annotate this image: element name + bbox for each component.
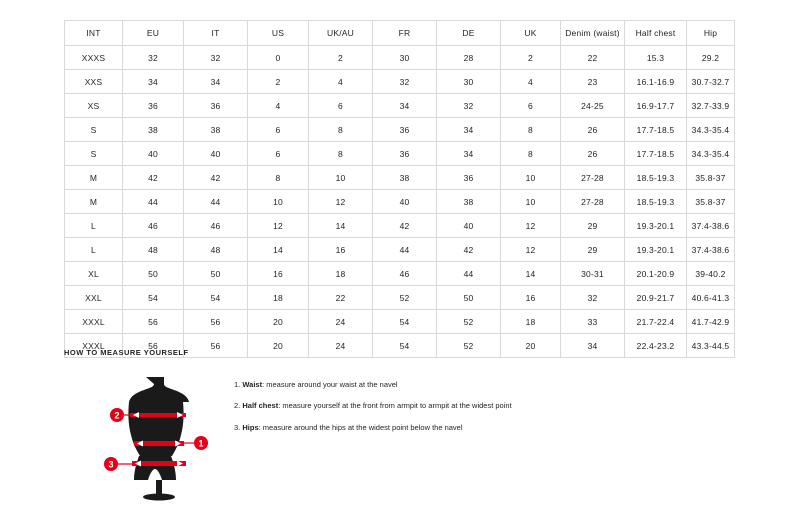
column-header-int: INT xyxy=(65,21,123,46)
cell-eu: 40 xyxy=(123,142,184,166)
cell-uk: 4 xyxy=(501,70,561,94)
cell-denim-waist: 24-25 xyxy=(561,94,625,118)
table-row xyxy=(65,118,735,142)
cell-uk-au: 22 xyxy=(309,286,373,310)
cell-it: 36 xyxy=(184,94,248,118)
hips-measure-line xyxy=(132,461,186,467)
instruction-number: 2. xyxy=(234,401,241,411)
cell-it: 42 xyxy=(184,166,248,190)
svg-text:2: 2 xyxy=(114,410,120,421)
cell-it: 32 xyxy=(184,46,248,70)
cell-uk: 6 xyxy=(501,94,561,118)
cell-us: 6 xyxy=(248,118,309,142)
instruction-term: Half chest xyxy=(242,401,279,411)
cell-de: 30 xyxy=(437,70,501,94)
cell-eu: 54 xyxy=(123,286,184,310)
cell-it: 46 xyxy=(184,214,248,238)
cell-fr: 36 xyxy=(373,142,437,166)
cell-uk-au: 8 xyxy=(309,142,373,166)
cell-denim-waist: 29 xyxy=(561,214,625,238)
table-row xyxy=(65,214,735,238)
cell-uk: 14 xyxy=(501,262,561,286)
cell-denim-waist: 27-28 xyxy=(561,166,625,190)
cell-fr: 52 xyxy=(373,286,437,310)
instruction-number: 1. xyxy=(234,380,241,389)
cell-half-chest: 18.5-19.3 xyxy=(625,166,687,190)
cell-denim-waist: 26 xyxy=(561,118,625,142)
column-header-de: DE xyxy=(437,21,501,46)
cell-half-chest: 21.7-22.4 xyxy=(625,310,687,334)
cell-it: 50 xyxy=(184,262,248,286)
instruction-text: : measure around your waist at the navel xyxy=(262,380,398,389)
cell-us: 6 xyxy=(248,142,309,166)
cell-hip: 39-40.2 xyxy=(687,262,735,286)
column-header-it: IT xyxy=(184,21,248,46)
cell-uk: 12 xyxy=(501,214,561,238)
cell-hip: 35.8-37 xyxy=(687,166,735,190)
cell-fr: 42 xyxy=(373,214,437,238)
instruction-term: Waist xyxy=(242,380,263,389)
cell-fr: 38 xyxy=(373,166,437,190)
mannequin-diagram-icon xyxy=(84,373,234,503)
cell-denim-waist: 23 xyxy=(561,70,625,94)
cell-half-chest: 15.3 xyxy=(625,46,687,70)
cell-de: 44 xyxy=(437,262,501,286)
cell-denim-waist: 32 xyxy=(561,286,625,310)
table-row xyxy=(65,46,735,70)
cell-half-chest: 20.1-20.9 xyxy=(625,262,687,286)
cell-fr: 54 xyxy=(373,310,437,334)
cell-it: 54 xyxy=(184,286,248,310)
cell-us: 10 xyxy=(248,190,309,214)
cell-uk-au: 18 xyxy=(309,262,373,286)
cell-denim-waist: 33 xyxy=(561,310,625,334)
cell-uk: 2 xyxy=(501,46,561,70)
cell-half-chest: 16.9-17.7 xyxy=(625,94,687,118)
cell-uk: 16 xyxy=(501,286,561,310)
cell-de: 52 xyxy=(437,310,501,334)
cell-uk-au: 8 xyxy=(309,118,373,142)
waist-measure-line xyxy=(134,441,184,447)
column-header-fr: FR xyxy=(373,21,437,46)
cell-eu: 38 xyxy=(123,118,184,142)
cell-hip: 34.3-35.4 xyxy=(687,142,735,166)
cell-denim-waist: 29 xyxy=(561,238,625,262)
cell-eu: 36 xyxy=(123,94,184,118)
cell-hip: 40.6-41.3 xyxy=(687,286,735,310)
cell-de: 32 xyxy=(437,94,501,118)
cell-uk-au: 4 xyxy=(309,70,373,94)
size-chart-table xyxy=(64,20,735,358)
instruction-number: 3. xyxy=(234,422,241,432)
cell-uk-au: 24 xyxy=(309,334,373,358)
cell-int: XXXL xyxy=(65,334,123,358)
cell-fr: 36 xyxy=(373,118,437,142)
cell-uk-au: 24 xyxy=(309,310,373,334)
cell-hip: 34.3-35.4 xyxy=(687,118,735,142)
cell-int: XXS xyxy=(65,70,123,94)
cell-int: M xyxy=(65,166,123,190)
cell-denim-waist: 27-28 xyxy=(561,190,625,214)
cell-denim-waist: 30-31 xyxy=(561,262,625,286)
table-header-row xyxy=(65,21,735,46)
cell-half-chest: 17.7-18.5 xyxy=(625,118,687,142)
table-row xyxy=(65,70,735,94)
cell-half-chest: 16.1-16.9 xyxy=(625,70,687,94)
svg-text:3: 3 xyxy=(108,459,114,470)
cell-int: M xyxy=(65,190,123,214)
cell-int: XS xyxy=(65,94,123,118)
cell-uk-au: 12 xyxy=(309,190,373,214)
table-row xyxy=(65,142,735,166)
cell-fr: 30 xyxy=(373,46,437,70)
cell-de: 52 xyxy=(437,334,501,358)
cell-uk: 8 xyxy=(501,118,561,142)
cell-int: XXXL xyxy=(65,310,123,334)
cell-eu: 56 xyxy=(123,310,184,334)
cell-us: 8 xyxy=(248,166,309,190)
cell-int: L xyxy=(65,214,123,238)
cell-uk: 20 xyxy=(501,334,561,358)
cell-uk-au: 16 xyxy=(309,238,373,262)
column-header-denim-waist: Denim (waist) xyxy=(561,21,625,46)
cell-uk: 18 xyxy=(501,310,561,334)
cell-it: 56 xyxy=(184,310,248,334)
instruction-item-half-chest xyxy=(234,400,734,411)
cell-half-chest: 19.3-20.1 xyxy=(625,238,687,262)
size-chart-container xyxy=(64,20,734,358)
cell-uk-au: 14 xyxy=(309,214,373,238)
cell-eu: 50 xyxy=(123,262,184,286)
cell-uk: 8 xyxy=(501,142,561,166)
cell-fr: 54 xyxy=(373,334,437,358)
column-header-half-chest: Half chest xyxy=(625,21,687,46)
cell-denim-waist: 22 xyxy=(561,46,625,70)
cell-hip: 43.3-44.5 xyxy=(687,334,735,358)
cell-us: 12 xyxy=(248,214,309,238)
cell-de: 42 xyxy=(437,238,501,262)
cell-eu: 44 xyxy=(123,190,184,214)
cell-int: XL xyxy=(65,262,123,286)
measurement-instructions xyxy=(234,379,734,443)
cell-half-chest: 18.5-19.3 xyxy=(625,190,687,214)
cell-us: 14 xyxy=(248,238,309,262)
cell-denim-waist: 26 xyxy=(561,142,625,166)
cell-int: S xyxy=(65,118,123,142)
marker-1-badge xyxy=(194,436,208,450)
cell-hip: 32.7-33.9 xyxy=(687,94,735,118)
table-row xyxy=(65,310,735,334)
cell-hip: 37.4-38.6 xyxy=(687,214,735,238)
cell-hip: 37.4-38.6 xyxy=(687,238,735,262)
cell-half-chest: 20.9-21.7 xyxy=(625,286,687,310)
cell-half-chest: 22.4-23.2 xyxy=(625,334,687,358)
how-to-measure-section xyxy=(64,348,744,470)
cell-uk: 10 xyxy=(501,166,561,190)
measurement-figure xyxy=(84,373,234,503)
cell-int: L xyxy=(65,238,123,262)
cell-de: 34 xyxy=(437,142,501,166)
cell-fr: 32 xyxy=(373,70,437,94)
table-row xyxy=(65,166,735,190)
cell-hip: 29.2 xyxy=(687,46,735,70)
cell-int: XXXS xyxy=(65,46,123,70)
cell-int: S xyxy=(65,142,123,166)
column-header-uk: UK xyxy=(501,21,561,46)
instruction-term: Hips xyxy=(242,422,259,432)
column-header-us: US xyxy=(248,21,309,46)
table-header xyxy=(65,21,735,46)
column-header-eu: EU xyxy=(123,21,184,46)
cell-eu: 32 xyxy=(123,46,184,70)
cell-de: 28 xyxy=(437,46,501,70)
instruction-text: : measure around the hips at the widest point below the navel xyxy=(258,422,463,432)
cell-de: 38 xyxy=(437,190,501,214)
cell-eu: 42 xyxy=(123,166,184,190)
cell-it: 56 xyxy=(184,334,248,358)
cell-int: XXL xyxy=(65,286,123,310)
cell-uk-au: 10 xyxy=(309,166,373,190)
cell-us: 2 xyxy=(248,70,309,94)
cell-fr: 44 xyxy=(373,238,437,262)
table-body xyxy=(65,46,735,358)
cell-denim-waist: 34 xyxy=(561,334,625,358)
cell-hip: 35.8-37 xyxy=(687,190,735,214)
cell-de: 34 xyxy=(437,118,501,142)
svg-text:1: 1 xyxy=(198,438,204,449)
cell-de: 36 xyxy=(437,166,501,190)
table-row xyxy=(65,286,735,310)
cell-it: 48 xyxy=(184,238,248,262)
cell-us: 0 xyxy=(248,46,309,70)
column-header-uk-au: UK/AU xyxy=(309,21,373,46)
instruction-text: : measure yourself at the front from armpit to armpit at the widest point xyxy=(278,401,512,411)
column-header-hip: Hip xyxy=(687,21,735,46)
cell-eu: 56 xyxy=(123,334,184,358)
cell-us: 4 xyxy=(248,94,309,118)
cell-uk: 10 xyxy=(501,190,561,214)
cell-eu: 34 xyxy=(123,70,184,94)
cell-it: 34 xyxy=(184,70,248,94)
cell-it: 38 xyxy=(184,118,248,142)
cell-hip: 30.7-32.7 xyxy=(687,70,735,94)
cell-it: 40 xyxy=(184,142,248,166)
cell-half-chest: 19.3-20.1 xyxy=(625,214,687,238)
table-row xyxy=(65,94,735,118)
marker-3-badge xyxy=(104,457,118,471)
cell-us: 20 xyxy=(248,334,309,358)
cell-uk: 12 xyxy=(501,238,561,262)
cell-us: 18 xyxy=(248,286,309,310)
cell-eu: 48 xyxy=(123,238,184,262)
cell-de: 40 xyxy=(437,214,501,238)
table-row xyxy=(65,262,735,286)
cell-fr: 40 xyxy=(373,190,437,214)
how-to-measure-title: HOW TO MEASURE YOURSELF xyxy=(64,348,189,357)
instruction-item-hips xyxy=(234,422,734,433)
instruction-item-waist xyxy=(234,379,734,390)
cell-de: 50 xyxy=(437,286,501,310)
cell-us: 20 xyxy=(248,310,309,334)
cell-uk-au: 2 xyxy=(309,46,373,70)
cell-fr: 46 xyxy=(373,262,437,286)
table-row xyxy=(65,190,735,214)
cell-us: 16 xyxy=(248,262,309,286)
cell-uk-au: 6 xyxy=(309,94,373,118)
cell-half-chest: 17.7-18.5 xyxy=(625,142,687,166)
cell-hip: 41.7-42.9 xyxy=(687,310,735,334)
marker-2-badge xyxy=(110,408,124,422)
cell-eu: 46 xyxy=(123,214,184,238)
cell-it: 44 xyxy=(184,190,248,214)
cell-fr: 34 xyxy=(373,94,437,118)
table-row xyxy=(65,238,735,262)
